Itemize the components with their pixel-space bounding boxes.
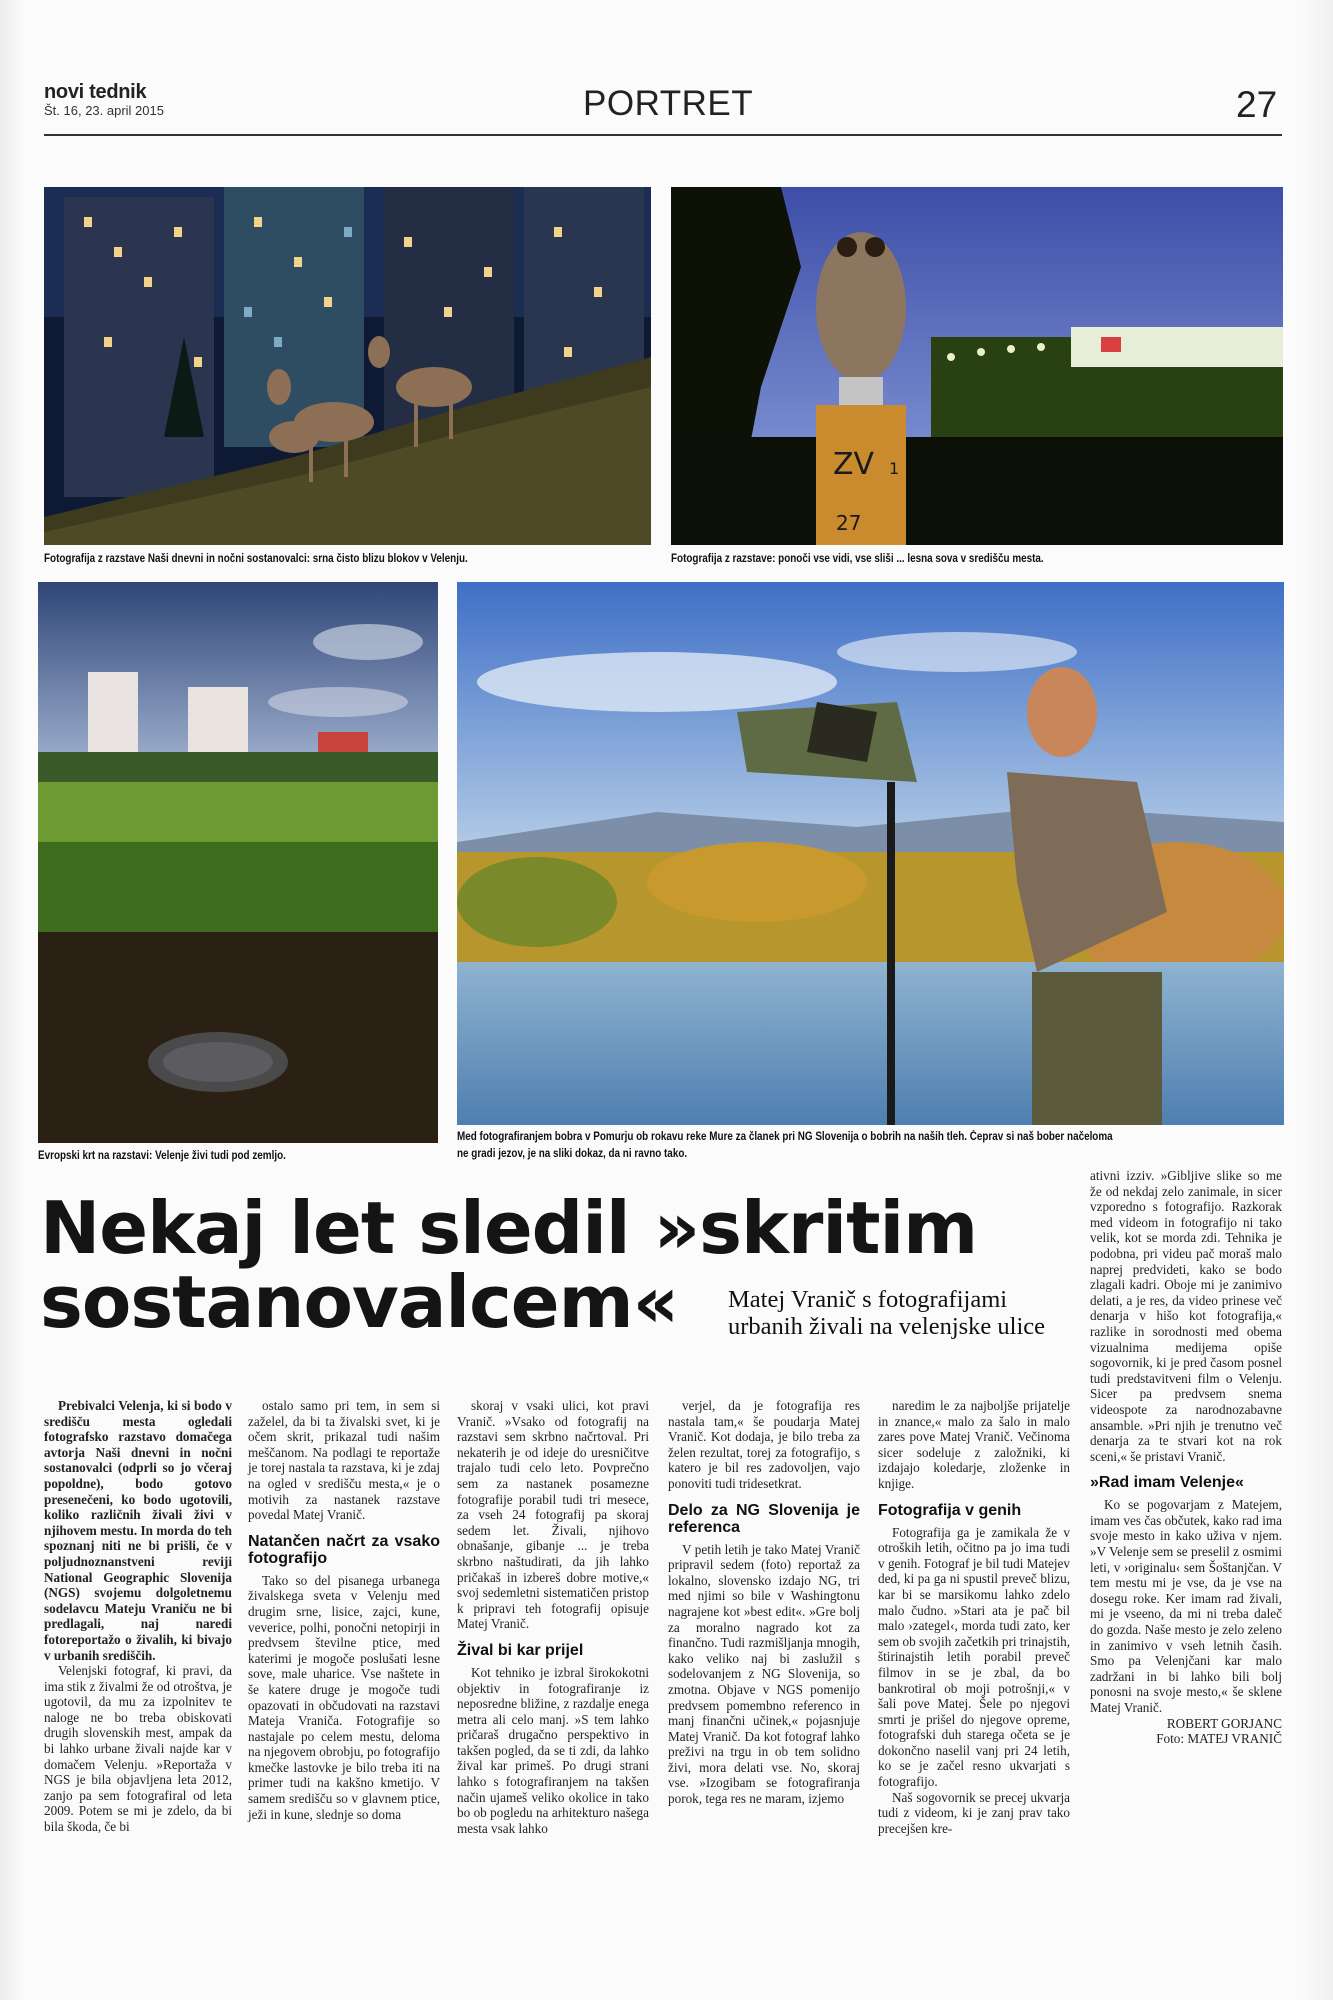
owl-sign-code: ZV bbox=[833, 447, 875, 482]
owl-photo bbox=[671, 187, 1283, 545]
paragraph: Velenjski fotograf, ki pravi, da ima stik z živalmi že od otroštva, je ugotovil, da mu za izpolnitev te naloge ne bo treba obiskovati drugih slovenskih mest, ampak da bi lahko urbane živali najde kar v domačem Velenju. »Reportaža v NGS je bila objavljena leta 2012, zanjo pa sem fotografiral od leta 2009. Potem se mi je zdelo, da bi bila škoda, če bi bbox=[44, 1663, 232, 1835]
photo-credit: Foto: MATEJ VRANIČ bbox=[1156, 1731, 1282, 1747]
subheadline: Matej Vranič s fotografijami urbanih živali na velenjske ulice bbox=[728, 1286, 1046, 1340]
deer-photo-caption: Fotografija z razstave Naši dnevni in nočni sostanovalci: srna čisto blizu blokov v Velenju. bbox=[44, 553, 468, 565]
article-column-5 bbox=[878, 1398, 1070, 1836]
owl-sign-num: 1 bbox=[889, 459, 900, 478]
newspaper-title: novi tednik bbox=[44, 81, 147, 103]
page-number: 27 bbox=[1236, 84, 1278, 125]
headline-line2: sostanovalcem« bbox=[40, 1260, 679, 1344]
mole-photo-caption: Evropski krt na razstavi: Velenje živi tudi pod zemljo. bbox=[38, 1150, 286, 1162]
subheading: Žival bi kar prijel bbox=[457, 1641, 584, 1659]
article-column-1 bbox=[44, 1398, 232, 1835]
article-column-2 bbox=[248, 1398, 440, 1822]
deer-photo bbox=[44, 187, 651, 545]
article-lead: Prebivalci Velenja, ki si bodo v središču mesta ogledali fotografsko razstavo domačega avtorja Naši dnevni in nočni sostanovalci (odprli so jo včeraj popoldne), bodo gotovo presenečeni, ko bodo ugotovili, koliko različnih živali živi v njihovem mestu. In morda do teh spoznanj niti ne bi prišli, če v poljudnoznanstveni reviji National Geographic Slovenija (NGS) svojemu dolgoletnemu sodelavcu Mateju Vraniču ne bi predlagali, naj naredi fotoreportažo o živalih, ki bivajo v urbanih središčih. bbox=[44, 1398, 232, 1663]
paragraph: V petih letih je tako Matej Vranič pripravil sedem (foto) reportaž za lokalno, slovensko izdajo NG, tri med njimi so bile v Washingtonu nagrajene kot »best edit«. »Gre bolj za moralno nagrado kot za finančno. Tudi razmišljanja mnogih, kako veliko naj bi zaslužil s sodelovanjem z NG Slovenija, so zmotna. Objave v NGS pomenijo predvsem pomembno referenco in manj finančni učinek,« pojasnjuje Matej Vranič. Da kot fotograf lahko preživi na trgu in ob tem solidno živi, mora delati vse. No, skoraj vse. »Izogibam se fotografiranja porok, tega res ne maram, izjemo bbox=[668, 1541, 860, 1807]
paragraph: Kot tehniko je izbral širokokotni objektiv in fotografiranje iz neposredne bližine, z razdalje enega metra ali celo manj. »S tem lahko pričaraš drugačno perspektivo in takšen pogled, da se ti zdi, da lahko žival kar primeš. Po drugi strani lahko s fotografiranjem na takšen način ujameš veliko okolice in tako bo ob pogledu na arhitekturo našega mesta vsak lahko bbox=[457, 1664, 649, 1836]
paragraph: Ko se pogovarjam z Matejem, imam ves čas občutek, kako rad ima svoje mesto in kako uživa v njem. »V Velenje sem se preselil z osmimi leti, v ›originalu‹ sem Šoštanjčan. V tem mestu mi je vse, da je vse na dosegu roke. Ker imam rad živali, mi je vseeno, da mi ni treba daleč do gozda. Naše mesto je zelo zeleno in zanimivo v vseh letnih časih. Smo pa Velenjčani kar malo zadržani in bi lahko bili bolj ponosni na svoje mesto,« še sklene Matej Vranič. bbox=[1090, 1497, 1282, 1715]
photographer-photo-caption-line1: Med fotografiranjem bobra v Pomurju ob rokavu reke Mure za članek pri NG Slovenija o bobrih na naših tleh. Čeprav si naš bober načeloma bbox=[457, 1131, 1113, 1143]
paragraph: naredim le za najboljše prijatelje in znance,« malo za šalo in malo zares pove Matej Vranič. Večinoma sicer sodeluje z založniki, ki izdajajo koledarje, zloženke in knjige. bbox=[878, 1398, 1070, 1491]
paragraph: Naš sogovornik se precej ukvarja tudi z videom, ki je zanj prav tako precejšen kre- bbox=[878, 1789, 1070, 1836]
header-rule bbox=[44, 134, 1282, 136]
owl-sign-num2: 27 bbox=[836, 511, 862, 535]
author-byline: ROBERT GORJANC bbox=[1166, 1715, 1282, 1731]
photographer-photo-caption-line2: ne gradi jezov, je na sliki dokaz, da ni ravno tako. bbox=[457, 1148, 688, 1160]
subheading: Delo za NG Slovenija je referenca bbox=[668, 1501, 860, 1536]
subheading: Fotografija v genih bbox=[878, 1501, 1022, 1519]
paragraph: ativni izziv. »Gibljive slike so me že od nekdaj zelo zanimale, in sicer vzporedno s fotografijo. Razkorak med videom in fotografijo ni tako velik, kot se morda zdi. Tehnika je podobna, pri videu pač moraš malo naprej predvideti, kako se bodo zlagali kadri. Oboje mi je zanimivo delati, a je res, da video prinese več denarja v hišo kot fotografija,« razlike in sorodnosti med obema vizualnima medijema opiše sogovornik, ki je pred časom posnel tudi predstavitveni film o Velenju. Sicer pa predvsem snema videospote za narodnozabavne ansamble. »Pri njih je trenutno več denarja za te stvari kot na rok sceni,« še pristavi Vranič. bbox=[1090, 1168, 1282, 1464]
paragraph: Fotografija ga je zamikala že v otroških letih, očitno pa jo ima tudi v genih. Fotograf je bil tudi Matejev ded, ki pa ga ni spustil preveč blizu, kar bi se marsikomu lahko zdelo malo čudno. »Stari ata je pač bil malo ›zategel‹, morda tudi zato, ker sem ob svojih začetkih pri trinajstih, štirinajstih letih porabil preveč filmov in se je zbal, da bo bankrotiral ob moji potrošnji,« v šali pove Matej. Šele po njegovi smrti je prišel do njegove opreme, fotografski duh starega očeta se je dokončno naselil vanj pri 24 letih, ko se je začel resno ukvarjati s fotografijo. bbox=[878, 1524, 1070, 1790]
mole-photo bbox=[38, 582, 438, 1143]
photographer-photo bbox=[457, 582, 1284, 1125]
paragraph: Tako so del pisanega urbanega živalskega sveta v Velenju med drugim srne, lisice, zajci, kune, veverice, polhi, ponočni netopirji in predvsem številne ptice, med katerimi je mogoče poslušati lesne sove, male uharice. Vse naštete in še katere druge je mogoče tudi opazovati in občudovati na razstavi Mateja Vraniča. Fotografije so nastajale po celem mestu, deloma na njegovem obrobju, po fotografijo kmečke lastovke je bilo treba iti na primer tudi na kakšno kmetijo. V samem središču so v glavnem ptice, ježi in kune, slednje so doma bbox=[248, 1572, 440, 1822]
owl-photo-caption: Fotografija z razstave: ponoči vse vidi, vse sliši ... lesna sova v središču mesta. bbox=[671, 553, 1044, 565]
article-column-6 bbox=[1090, 1168, 1282, 1747]
article-column-3 bbox=[457, 1398, 649, 1836]
article-column-4 bbox=[668, 1398, 860, 1807]
issue-date: Št. 16, 23. april 2015 bbox=[44, 103, 164, 118]
paragraph: skoraj v vsaki ulici, kot pravi Vranič. »Vsako od fotografij na razstavi sem skrbno načrtoval. Pri nekaterih je od ideje do uresničitve trajalo tudi celo leto. Povprečno sem za nastanek posamezne fotografije porabil tudi tri mesece, za vseh 24 fotografij pa skoraj sedem let. Živali, njihovo obnašanje, gibanje ... je treba skrbno naštudirati, da jih lahko pričakaš in izbereš dobre motive,« svoj sedemletni sistematičen pristop k pripravi teh fotografij opisuje Matej Vranič. bbox=[457, 1398, 649, 1632]
paragraph: verjel, da je fotografija res nastala tam,« še poudarja Matej Vranič. Kot dodaja, je bilo treba za želen rezultat, torej za fotografijo, s katero je bil res zadovoljen, vajo ponoviti tudi tridesetkrat. bbox=[668, 1398, 860, 1491]
headline-line1: Nekaj let sledil »skritim bbox=[40, 1186, 978, 1270]
subheading: »Rad imam Velenje« bbox=[1090, 1474, 1244, 1492]
subheading: Natančen načrt za vsako fotografijo bbox=[248, 1532, 440, 1567]
paragraph: ostalo samo pri tem, in sem si zaželel, da bi ta živalski svet, ki je očem skrit, prikazal tudi našim meščanom. Na podlagi te reportaže je torej nastala ta razstava, ki je zdaj na ogled v središču mesta,« je o motivih za nastanek razstave povedal Matej Vranič. bbox=[248, 1398, 440, 1523]
section-title: PORTRET bbox=[583, 84, 754, 123]
